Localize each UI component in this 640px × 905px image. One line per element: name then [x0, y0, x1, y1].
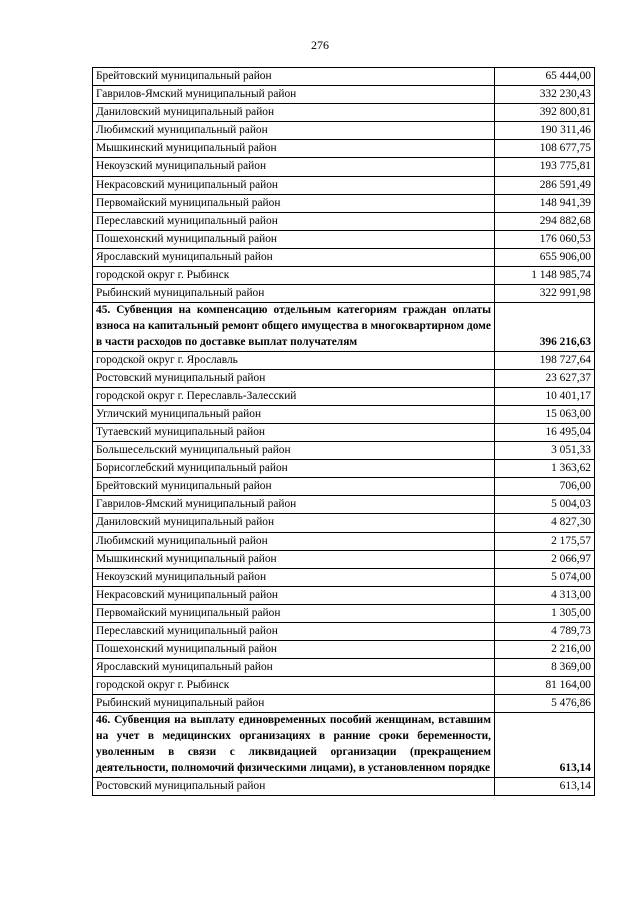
- recipient-name-cell: городской округ г. Рыбинск: [93, 677, 495, 695]
- recipient-name-cell: Брейтовский муниципальный район: [93, 478, 495, 496]
- recipient-name-cell: Некоузский муниципальный район: [93, 158, 495, 176]
- table-row: [93, 777, 595, 795]
- page-number: 276: [311, 38, 329, 52]
- recipient-name-cell: Некрасовский муниципальный район: [93, 586, 495, 604]
- table-row: [93, 550, 595, 568]
- recipient-name-cell: Рыбинский муниципальный район: [93, 285, 495, 303]
- recipient-name-cell: Ярославский муниципальный район: [93, 248, 495, 266]
- recipient-name-cell: Первомайский муниципальный район: [93, 194, 495, 212]
- amount-cell: 4 789,73: [495, 623, 595, 641]
- section-title-cell: 46. Субвенция на выплату единовременных пособий женщинам, вставшим на учет в медицинских организациях в ранние сроки беременности, уволенным в связи с ликвидацией организации (прекращением деятельности, полномочий физическими лицами), в установленном порядке: [93, 713, 495, 777]
- amount-cell: 8 369,00: [495, 659, 595, 677]
- table-row: [93, 140, 595, 158]
- section-title-cell: 45. Субвенция на компенсацию отдельным категориям граждан оплаты взноса на капитальный ремонт общего имущества в многоквартирном доме в части расходов по доставке выплат получателям: [93, 303, 495, 351]
- table-row: [93, 659, 595, 677]
- recipient-name-cell: Мышкинский муниципальный район: [93, 550, 495, 568]
- table-row: [93, 442, 595, 460]
- recipient-name-cell: Ростовский муниципальный район: [93, 777, 495, 795]
- table-row: [93, 104, 595, 122]
- amount-cell: 2 066,97: [495, 550, 595, 568]
- amount-cell: 655 906,00: [495, 248, 595, 266]
- table-row: [93, 230, 595, 248]
- amount-cell: 1 148 985,74: [495, 267, 595, 285]
- recipient-name-cell: Любимский муниципальный район: [93, 122, 495, 140]
- section-total-cell: 613,14: [495, 713, 595, 777]
- recipient-name-cell: Любимский муниципальный район: [93, 532, 495, 550]
- amount-cell: 294 882,68: [495, 212, 595, 230]
- recipient-name-cell: Переславский муниципальный район: [93, 212, 495, 230]
- recipient-name-cell: Борисоглебский муниципальный район: [93, 460, 495, 478]
- amount-cell: 198 727,64: [495, 351, 595, 369]
- table-row: [93, 369, 595, 387]
- amount-cell: 190 311,46: [495, 122, 595, 140]
- recipient-name-cell: Даниловский муниципальный район: [93, 104, 495, 122]
- amount-cell: 4 313,00: [495, 586, 595, 604]
- table-row: [93, 387, 595, 405]
- amount-cell: 15 063,00: [495, 405, 595, 423]
- table-row: [93, 423, 595, 441]
- table-row: [93, 285, 595, 303]
- recipient-name-cell: Мышкинский муниципальный район: [93, 140, 495, 158]
- table-row: [93, 68, 595, 86]
- table-row: [93, 532, 595, 550]
- amount-cell: 2 216,00: [495, 641, 595, 659]
- section-header-row: [93, 713, 595, 777]
- recipient-name-cell: Некоузский муниципальный район: [93, 568, 495, 586]
- budget-allocation-table: [92, 67, 595, 796]
- recipient-name-cell: городской округ г. Переславль-Залесский: [93, 387, 495, 405]
- amount-cell: 4 827,30: [495, 514, 595, 532]
- recipient-name-cell: Даниловский муниципальный район: [93, 514, 495, 532]
- recipient-name-cell: Гаврилов-Ямский муниципальный район: [93, 86, 495, 104]
- table-row: [93, 405, 595, 423]
- amount-cell: 3 051,33: [495, 442, 595, 460]
- recipient-name-cell: Ростовский муниципальный район: [93, 369, 495, 387]
- table-body: [93, 68, 595, 796]
- table-row: [93, 568, 595, 586]
- table-row: [93, 478, 595, 496]
- table-row: [93, 122, 595, 140]
- amount-cell: 108 677,75: [495, 140, 595, 158]
- table-row: [93, 176, 595, 194]
- table-row: [93, 604, 595, 622]
- table-row: [93, 158, 595, 176]
- recipient-name-cell: Пошехонский муниципальный район: [93, 230, 495, 248]
- amount-cell: 332 230,43: [495, 86, 595, 104]
- table-row: [93, 586, 595, 604]
- amount-cell: 322 991,98: [495, 285, 595, 303]
- table-row: [93, 623, 595, 641]
- amount-cell: 613,14: [495, 777, 595, 795]
- amount-cell: 10 401,17: [495, 387, 595, 405]
- table-row: [93, 194, 595, 212]
- section-total-cell: 396 216,63: [495, 303, 595, 351]
- recipient-name-cell: Гаврилов-Ямский муниципальный район: [93, 496, 495, 514]
- amount-cell: 392 800,81: [495, 104, 595, 122]
- recipient-name-cell: городской округ г. Рыбинск: [93, 267, 495, 285]
- amount-cell: 193 775,81: [495, 158, 595, 176]
- recipient-name-cell: Брейтовский муниципальный район: [93, 68, 495, 86]
- table-row: [93, 212, 595, 230]
- amount-cell: 5 476,86: [495, 695, 595, 713]
- table-row: [93, 641, 595, 659]
- table-row: [93, 86, 595, 104]
- recipient-name-cell: городской округ г. Ярославль: [93, 351, 495, 369]
- amount-cell: 148 941,39: [495, 194, 595, 212]
- recipient-name-cell: Первомайский муниципальный район: [93, 604, 495, 622]
- table-row: [93, 248, 595, 266]
- amount-cell: 706,00: [495, 478, 595, 496]
- amount-cell: 23 627,37: [495, 369, 595, 387]
- amount-cell: 2 175,57: [495, 532, 595, 550]
- amount-cell: 286 591,49: [495, 176, 595, 194]
- recipient-name-cell: Тутаевский муниципальный район: [93, 423, 495, 441]
- table-row: [93, 677, 595, 695]
- section-header-row: [93, 303, 595, 351]
- table-row: [93, 695, 595, 713]
- table-row: [93, 351, 595, 369]
- recipient-name-cell: Угличский муниципальный район: [93, 405, 495, 423]
- amount-cell: 1 305,00: [495, 604, 595, 622]
- recipient-name-cell: Переславский муниципальный район: [93, 623, 495, 641]
- amount-cell: 5 074,00: [495, 568, 595, 586]
- amount-cell: 81 164,00: [495, 677, 595, 695]
- table-row: [93, 514, 595, 532]
- amount-cell: 1 363,62: [495, 460, 595, 478]
- recipient-name-cell: Рыбинский муниципальный район: [93, 695, 495, 713]
- table-row: [93, 460, 595, 478]
- recipient-name-cell: Пошехонский муниципальный район: [93, 641, 495, 659]
- recipient-name-cell: Некрасовский муниципальный район: [93, 176, 495, 194]
- amount-cell: 16 495,04: [495, 423, 595, 441]
- table-row: [93, 267, 595, 285]
- amount-cell: 5 004,03: [495, 496, 595, 514]
- amount-cell: 65 444,00: [495, 68, 595, 86]
- recipient-name-cell: Ярославский муниципальный район: [93, 659, 495, 677]
- table-row: [93, 496, 595, 514]
- amount-cell: 176 060,53: [495, 230, 595, 248]
- recipient-name-cell: Большесельский муниципальный район: [93, 442, 495, 460]
